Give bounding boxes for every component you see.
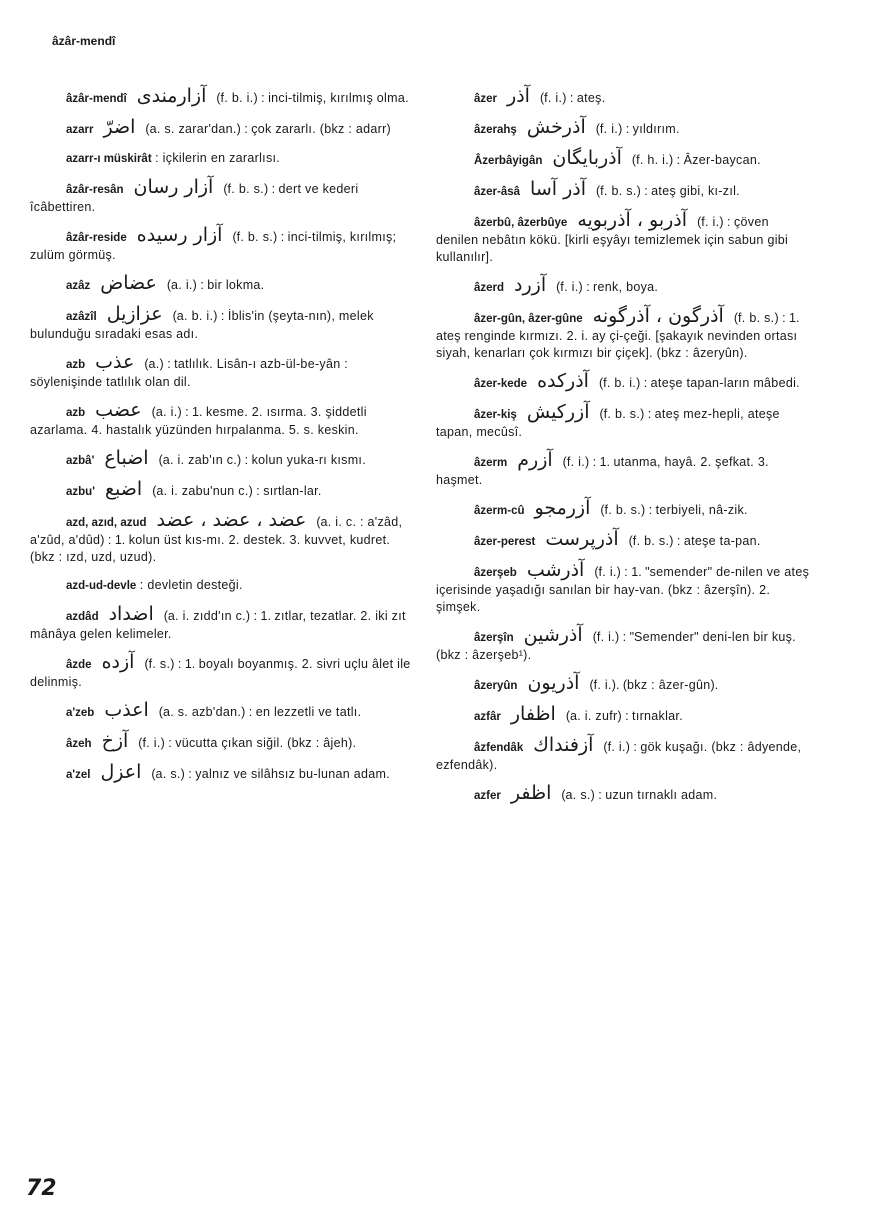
entry-definition: (f. i.) : "Semender" deni-len bir kuş. (bkz : âzerşeb¹).: [436, 630, 796, 662]
entry-definition: (a. s.) : yalnız ve silâhsız bu-lunan adam.: [151, 767, 390, 781]
dictionary-entry: [436, 449, 810, 489]
dictionary-entry: [30, 150, 412, 168]
entry-definition: (a. s. zarar'dan.) : çok zararlı. (bkz : adarr): [145, 122, 392, 136]
entry-definition: : içkilerin en zararlısı.: [155, 151, 281, 165]
entry-arabic-script: عذب: [95, 351, 135, 373]
entry-headword: azb: [66, 359, 86, 371]
dictionary-entry: [436, 147, 810, 170]
entry-definition: (f. i.) : çöven denilen nebâtın kökü. [kirli eşyâyı temizlemek için sabun gibi kullanılır].: [436, 215, 789, 264]
entry-arabic-script: آزار رسيده: [136, 224, 223, 246]
entry-headword: azarr: [66, 124, 94, 136]
entry-arabic-script: آزفنداك: [533, 734, 594, 756]
dictionary-entry: [30, 478, 412, 501]
entry-arabic-script: اضبع: [104, 478, 143, 500]
entry-arabic-script: عزازيل: [106, 303, 163, 325]
dictionary-entry: [30, 651, 412, 691]
entry-arabic-script: آذرشب: [526, 559, 585, 581]
entry-headword: âzerm: [474, 457, 508, 469]
dictionary-entry: [436, 274, 810, 297]
entry-definition: (f. i.) : gök kuşağı. (bkz : âdyende, ezfendâk).: [436, 740, 802, 772]
dictionary-entry: [30, 116, 412, 139]
entry-definition: (a. i. zab'ın c.) : kolun yuka-rı kısmı.: [158, 453, 366, 467]
dictionary-entry: [30, 303, 412, 343]
entry-arabic-script: آذر آسا: [530, 178, 586, 200]
entry-arabic-script: آزركيش: [526, 401, 590, 423]
dictionary-entry: [30, 224, 412, 264]
entry-arabic-script: آزخ: [101, 730, 129, 752]
entry-headword: a'zel: [66, 769, 91, 781]
dictionary-entry: [30, 447, 412, 470]
entry-headword: azarr-ı müskirât: [66, 153, 152, 165]
left-column: [30, 85, 412, 795]
entry-definition: (f. i.) : renk, boya.: [556, 280, 659, 294]
entry-definition: (a. b. i.) : İblis'in (şeyta-nın), melek bulunduğu sıradaki esas adı.: [30, 309, 374, 341]
entry-definition: (a. s.) : uzun tırnaklı adam.: [561, 788, 718, 802]
entry-arabic-script: آزده: [101, 651, 135, 673]
entry-arabic-script: آزرمجو: [534, 497, 591, 519]
dictionary-entry: [436, 672, 810, 695]
entry-arabic-script: آزرم: [517, 449, 553, 471]
dictionary-entry: [436, 497, 810, 520]
entry-headword: azfâr: [474, 711, 501, 723]
entry-headword: azd, azıd, azud: [66, 517, 147, 529]
entry-definition: (f. b. s.) : inci-tilmiş, kırılmış; zulüm görmüş.: [30, 230, 397, 262]
entry-headword: azdâd: [66, 611, 99, 623]
dictionary-entry: [30, 399, 412, 439]
dictionary-entry: [436, 305, 810, 362]
entry-headword: âzerşeb: [474, 567, 517, 579]
dictionary-entry: [436, 782, 810, 805]
entry-definition: (f. i.) : ateş.: [539, 91, 606, 105]
dictionary-entry: [30, 176, 412, 216]
entry-definition: (f. i.) : 1. utanma, hayâ. 2. şefkat. 3. haşmet.: [436, 455, 769, 487]
dictionary-entry: [436, 703, 810, 726]
entry-arabic-script: اضباع: [104, 447, 149, 469]
entry-headword: âzâr-reside: [66, 232, 127, 244]
entry-headword: âzer-kiş: [474, 409, 517, 421]
dictionary-entry: [436, 85, 810, 108]
dictionary-entry: [30, 351, 412, 391]
entry-definition: (f. s.) : 1. boyalı boyanmış. 2. sivri uçlu âlet ile delinmiş.: [30, 657, 411, 689]
entry-headword: azâzîl: [66, 311, 97, 323]
entry-arabic-script: آزار رسان: [133, 176, 214, 198]
entry-definition: (a. i.) : bir lokma.: [166, 278, 265, 292]
entry-headword: âzerbû, âzerbûye: [474, 217, 568, 229]
entry-arabic-script: اعذب: [104, 699, 149, 721]
entry-arabic-script: اظفر: [510, 782, 552, 804]
entry-definition: (f. b. s.) : ateşe ta-pan.: [628, 534, 761, 548]
entry-headword: âzer: [474, 93, 498, 105]
entry-headword: Âzerbâyigân: [474, 155, 543, 167]
entry-headword: azd-ud-devle: [66, 580, 137, 592]
entry-arabic-script: اظفار: [510, 703, 556, 725]
entry-definition: (f. b. s.) : ateş gibi, kı-zıl.: [596, 184, 740, 198]
dictionary-entry: [436, 559, 810, 616]
entry-arabic-script: آذرپرست: [545, 528, 619, 550]
entry-definition: (f. b. s.) : dert ve kederi îcâbettiren.: [30, 182, 359, 214]
dictionary-entry: [436, 209, 810, 266]
entry-definition: (a. i. zıdd'ın c.) : 1. zıtlar, tezatlar. 2. iki zıt mânâya gelen kelimeler.: [30, 609, 406, 641]
dictionary-entry: [436, 178, 810, 201]
entry-arabic-script: آزرد: [514, 274, 547, 296]
entry-headword: âzde: [66, 659, 92, 671]
entry-definition: (a. i. zabu'nun c.) : sırtlan-lar.: [152, 484, 322, 498]
entry-headword: âzâr-mendî: [66, 93, 127, 105]
entry-headword: âzâr-resân: [66, 184, 124, 196]
entry-headword: âzerşîn: [474, 632, 514, 644]
entry-definition: (a. i. c. : a'zâd, a'zûd, a'dûd) : 1. kolun üst kıs-mı. 2. destek. 3. kuvvet, kudret. (bkz : ızd, uzd, uzud).: [30, 515, 403, 564]
entry-headword: azbu': [66, 486, 95, 498]
entry-arabic-script: اضداد: [108, 603, 154, 625]
entry-definition: (f. b. i.) : ateşe tapan-ların mâbedi.: [598, 376, 800, 390]
entry-headword: azb: [66, 407, 86, 419]
entry-arabic-script: عضد ، عضد ، عضد: [156, 509, 307, 531]
entry-headword: âzer-perest: [474, 536, 536, 548]
entry-headword: âzer-gûn, âzer-gûne: [474, 313, 583, 325]
right-column: [436, 85, 810, 816]
entry-headword: azbâ': [66, 455, 95, 467]
entry-arabic-script: آذريون: [527, 672, 580, 694]
entry-definition: (f. b. i.) : inci-tilmiş, kırılmış olma.: [216, 91, 409, 105]
entry-arabic-script: عضاض: [100, 272, 157, 294]
dictionary-entry: [30, 509, 412, 566]
dictionary-entry: [30, 577, 412, 595]
entry-arabic-script: آذرخش: [526, 116, 586, 138]
entry-headword: âzfendâk: [474, 742, 524, 754]
entry-headword: âzerm-cû: [474, 505, 525, 517]
dictionary-entry: [436, 624, 810, 664]
dictionary-entry: [436, 734, 810, 774]
entry-arabic-script: آذرشين: [523, 624, 583, 646]
entry-definition: (f. b. s.) : terbiyeli, nâ-zik.: [600, 503, 748, 517]
entry-definition: (f. i.) : yıldırım.: [595, 122, 680, 136]
running-header: âzâr-mendî: [52, 34, 116, 48]
entry-headword: âzeh: [66, 738, 92, 750]
entry-arabic-script: آذربو ، آذربويه: [577, 209, 688, 231]
dictionary-entry: [30, 603, 412, 643]
entry-headword: âzer-kede: [474, 378, 528, 390]
entry-definition: (f. h. i.) : Âzer-baycan.: [631, 153, 761, 167]
entry-headword: âzerd: [474, 282, 505, 294]
entry-arabic-script: آزارمندى: [136, 85, 207, 107]
entry-definition: (f. i.) : vücutta çıkan siğil. (bkz : âjeh).: [138, 736, 357, 750]
entry-headword: a'zeb: [66, 707, 95, 719]
entry-headword: azâz: [66, 280, 91, 292]
entry-definition: (f. i.) : 1. "semender" de-nilen ve ateş içerisinde yaşadığı sanılan bir hay-van. (bkz : âzerşîn). 2. şimşek.: [436, 565, 810, 614]
dictionary-entry: [436, 116, 810, 139]
dictionary-entry: [436, 401, 810, 441]
dictionary-entry: [436, 370, 810, 393]
entry-definition: (f. b. s.) : ateş mez-hepli, ateşe tapan, mecûsî.: [436, 407, 780, 439]
entry-arabic-script: عضب: [95, 399, 142, 421]
entry-definition: (a. i. zufr) : tırnaklar.: [565, 709, 683, 723]
entry-arabic-script: آذر: [507, 85, 530, 107]
entry-headword: azfer: [474, 790, 501, 802]
dictionary-entry: [30, 699, 412, 722]
dictionary-entry: [30, 730, 412, 753]
entry-arabic-script: اعزل: [100, 761, 142, 783]
entry-definition: (f. b. s.) : 1. ateş renginde kırmızı. 2. i. ay çi-çeği. [şakayık nevinden ortası siyah, kenarları çok kırmızı bir çiçek]. (bkz : âzeryûn).: [436, 311, 800, 360]
entry-arabic-script: آذركده: [537, 370, 589, 392]
entry-arabic-script: اضرّ: [103, 116, 136, 138]
entry-definition: : devletin desteği.: [139, 578, 243, 592]
entry-definition: (a. s. azb'dan.) : en lezzetli ve tatlı.: [158, 705, 362, 719]
entry-arabic-script: آذرگون ، آذرگونه: [592, 305, 724, 327]
dictionary-entry: [30, 272, 412, 295]
dictionary-entry: [30, 761, 412, 784]
dictionary-entry: [30, 85, 412, 108]
entry-headword: âzeryûn: [474, 680, 518, 692]
entry-definition: (a. i.) : 1. kesme. 2. ısırma. 3. şiddetli azarlama. 4. hastalık yüzünden hırpalanma. 5. s. keskin.: [30, 405, 367, 437]
entry-definition: (f. i.). (bkz : âzer-gûn).: [589, 678, 719, 692]
dictionary-entry: [436, 528, 810, 551]
entry-headword: âzer-âsâ: [474, 186, 521, 198]
entry-arabic-script: آذربايگان: [552, 147, 622, 169]
entry-definition: (a.) : tatlılık. Lisân-ı azb-ül-be-yân : söylenişinde tatlılık olan dil.: [30, 357, 349, 389]
entry-headword: âzerahş: [474, 124, 517, 136]
page-number: 72: [26, 1176, 57, 1201]
